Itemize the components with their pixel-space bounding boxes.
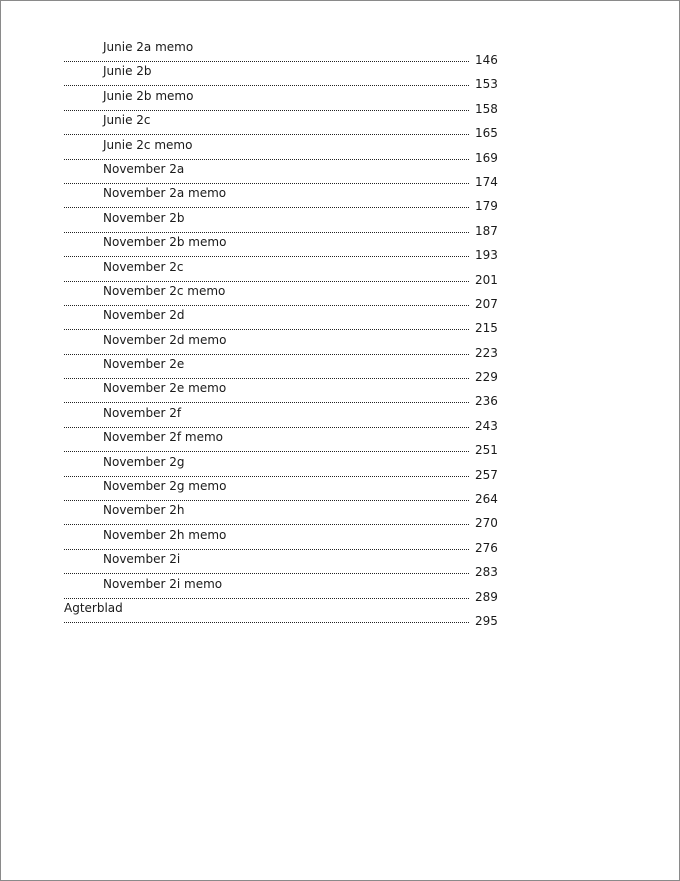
dot-leader [64,427,469,428]
toc-entry[interactable] [63,137,503,165]
toc-entry[interactable] [63,405,503,433]
toc-entry-title: November 2i [103,552,181,567]
toc-entry-page-number: 289 [475,589,498,604]
toc-entry-title: Junie 2b memo [103,88,194,103]
dot-leader [64,256,469,257]
toc-entry-page-number: 179 [475,199,498,214]
toc-entry[interactable] [63,454,503,482]
toc-entry[interactable] [63,332,503,360]
dot-leader [64,305,469,306]
toc-entry[interactable] [63,527,503,555]
dot-leader [64,110,469,111]
toc-entry-title: November 2b [103,210,185,225]
toc-entry-page-number: 174 [475,174,498,189]
dot-leader [64,281,469,282]
toc-entry-page-number: 276 [475,540,498,555]
toc-entry-title: November 2d memo [103,332,227,347]
toc-entry-title: November 2h memo [103,527,227,542]
toc-entry[interactable] [63,429,503,458]
toc-entry-page-number: 283 [475,565,498,580]
toc-entry-page-number: 257 [475,467,498,482]
toc-entry-page-number: 215 [475,321,498,336]
toc-entry-page-number: 169 [475,150,498,165]
dot-leader [64,183,469,184]
toc-entry-page-number: 264 [475,492,498,507]
toc-entry-title: Junie 2a memo [103,40,194,54]
toc-entry-title: Junie 2b [103,64,152,79]
toc-entry[interactable] [63,380,503,409]
toc-entry[interactable] [63,39,503,67]
dot-leader [64,573,469,574]
toc-entry[interactable] [63,112,503,141]
toc-entry[interactable] [63,234,503,263]
dot-leader [64,524,469,525]
toc-entry-page-number: 193 [475,248,498,263]
toc-entry-title: November 2c [103,259,184,274]
toc-entry-title: November 2e memo [103,381,227,396]
dot-leader [64,476,469,477]
toc-entry-title: November 2a [103,161,185,176]
toc-entry-title: November 2f [103,405,182,420]
toc-entry-title: November 2e [103,357,185,372]
toc-entry[interactable] [63,576,503,604]
toc-entry-title: Junie 2c [103,113,151,128]
toc-entry-page-number: 223 [475,345,498,360]
dot-leader [64,549,469,550]
toc-entry-page-number: 236 [475,394,498,409]
dot-leader [64,159,469,160]
dot-leader [64,451,469,452]
toc-entry-title: November 2i memo [103,576,223,591]
toc-entry-title: November 2d [103,308,185,323]
toc-entry-title: November 2g [103,454,185,469]
dot-leader [64,134,469,135]
toc-entry-page-number: 251 [475,443,498,458]
toc-entry[interactable] [63,161,503,189]
toc-entry-page-number: 201 [475,272,498,287]
toc-entry-page-number: 270 [475,516,498,531]
toc-entry-title: November 2a memo [103,186,227,201]
toc-entry-title: November 2f memo [103,430,224,445]
toc-entry-page-number: 146 [475,53,498,67]
toc-entry[interactable] [63,63,503,92]
toc-entry-page-number: 187 [475,223,498,238]
toc-entry[interactable] [63,502,503,531]
toc-entry-page-number: 207 [475,296,498,311]
dot-leader [64,354,469,355]
toc-entry-title: Junie 2c memo [103,137,193,152]
toc-entry[interactable] [63,551,503,580]
toc-entry[interactable] [63,307,503,336]
toc-entry[interactable] [63,88,503,116]
table-of-contents [63,39,503,628]
toc-entry-title: November 2h [103,503,185,518]
dot-leader [64,207,469,208]
toc-entry[interactable] [63,478,503,507]
toc-entry[interactable] [63,600,503,628]
toc-entry-title: Agterblad [64,600,123,615]
toc-entry[interactable] [63,259,503,287]
dot-leader [64,598,469,599]
dot-leader [64,500,469,501]
toc-entry-title: November 2g memo [103,479,227,494]
dot-leader [64,61,469,62]
toc-entry-title: November 2c memo [103,283,226,298]
toc-entry-page-number: 243 [475,418,498,433]
toc-entry-page-number: 158 [475,101,498,116]
toc-entry[interactable] [63,185,503,214]
dot-leader [64,232,469,233]
toc-entry-title: November 2b memo [103,235,227,250]
dot-leader [64,378,469,379]
toc-entry[interactable] [63,283,503,311]
toc-entry-page-number: 229 [475,370,498,385]
toc-entry-page-number: 165 [475,126,498,141]
toc-entry[interactable] [63,210,503,238]
toc-entry-page-number: 295 [475,613,498,628]
dot-leader [64,329,469,330]
toc-entry-page-number: 153 [475,77,498,92]
toc-entry[interactable] [63,356,503,385]
dot-leader [64,622,469,623]
dot-leader [64,85,469,86]
dot-leader [64,402,469,403]
